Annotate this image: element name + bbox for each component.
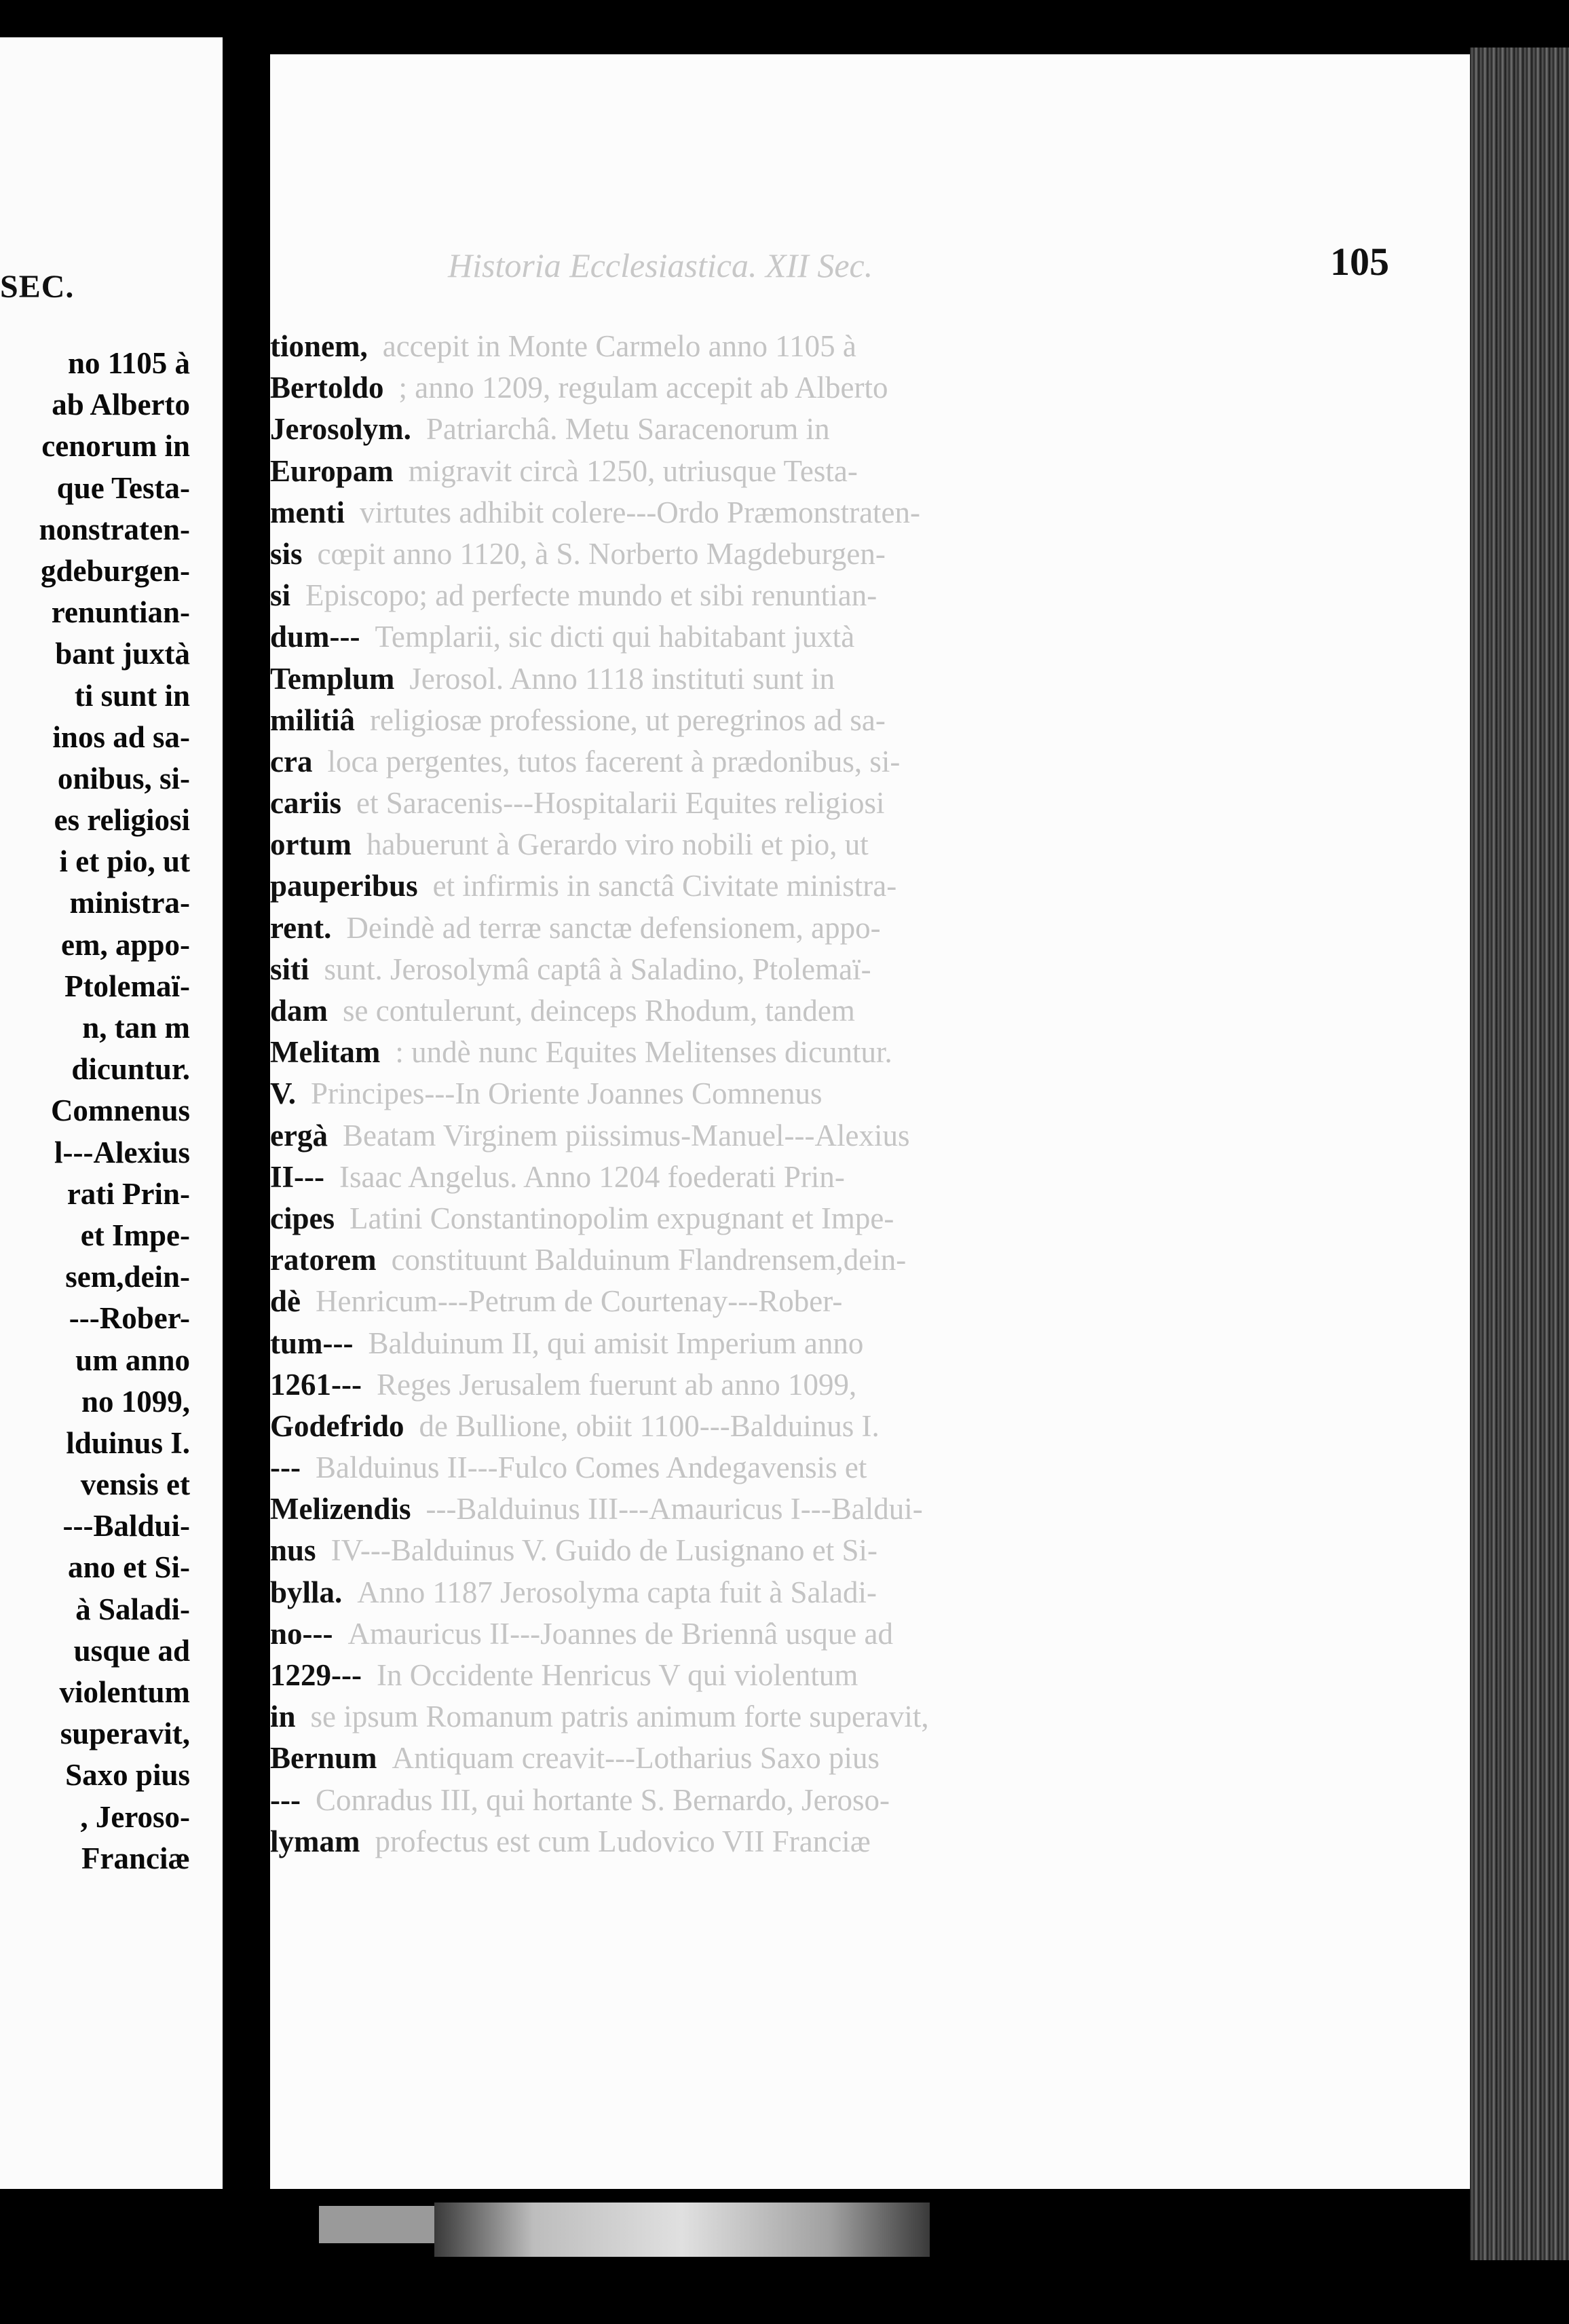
- left-text-line: ---Baldui-: [62, 1509, 190, 1543]
- line-first-word: cra: [270, 744, 313, 779]
- right-text-line: [270, 409, 1470, 450]
- left-text-line: um anno: [75, 1343, 190, 1377]
- left-text-line: renuntian-: [51, 595, 190, 630]
- line-first-word: ---: [270, 1782, 301, 1817]
- right-text-line: [270, 1613, 1470, 1655]
- right-page-header: [448, 239, 1470, 293]
- line-first-word: Godefrido: [270, 1408, 404, 1443]
- line-first-word: 1229---: [270, 1658, 362, 1692]
- line-first-word: dè: [270, 1284, 301, 1319]
- line-faded-text: et infirmis in sanctâ Civitate ministra-: [432, 869, 897, 903]
- book-spine: [1470, 48, 1569, 2260]
- right-text-line: [270, 616, 1470, 658]
- line-first-word: II---: [270, 1159, 324, 1194]
- line-faded-text: religiosæ professione, ut peregrinos ad sa-: [369, 702, 886, 737]
- line-faded-text: accepit in Monte Carmelo anno 1105 à: [382, 329, 856, 363]
- right-text-line: [270, 741, 1470, 783]
- right-text-line: [270, 1032, 1470, 1073]
- left-text-line: à Saladi-: [75, 1592, 190, 1626]
- right-text-line: [270, 949, 1470, 990]
- left-page: [0, 37, 223, 2189]
- right-text-line: [270, 1073, 1470, 1114]
- right-text-line: [270, 1239, 1470, 1281]
- left-text-line: n, tan m: [82, 1011, 190, 1045]
- left-text-line: dicuntur.: [71, 1052, 190, 1087]
- right-text-line: [270, 783, 1470, 824]
- line-faded-text: de Bullione, obiit 1100---Balduinus I.: [419, 1408, 880, 1443]
- left-text-line: es religiosi: [54, 803, 190, 838]
- line-faded-text: Antiquam creavit---Lotharius Saxo pius: [392, 1741, 880, 1776]
- line-first-word: no---: [270, 1616, 333, 1651]
- line-faded-text: migravit circà 1250, utriusque Testa-: [408, 453, 858, 488]
- line-faded-text: Patriarchâ. Metu Saracenorum in: [426, 412, 830, 447]
- left-text-line: no 1105 à: [67, 346, 190, 380]
- line-first-word: in: [270, 1700, 296, 1734]
- line-first-word: Bernum: [270, 1741, 377, 1776]
- right-text-line: [270, 575, 1470, 616]
- line-first-word: cariis: [270, 786, 341, 821]
- line-first-word: nus: [270, 1533, 316, 1568]
- bottom-edge-shadow: [319, 2206, 441, 2243]
- line-first-word: Jerosolym.: [270, 412, 411, 447]
- line-first-word: pauperibus: [270, 869, 418, 903]
- line-faded-text: constituunt Balduinum Flandrensem,dein-: [391, 1243, 907, 1277]
- right-text-line: [270, 1115, 1470, 1157]
- line-faded-text: IV---Balduinus V. Guido de Lusignano et Si-: [330, 1533, 877, 1568]
- line-first-word: si: [270, 578, 291, 613]
- line-faded-text: ---Balduinus III---Amauricus I---Baldui-: [426, 1492, 923, 1526]
- line-faded-text: Templarii, sic dicti qui habitabant juxtà: [375, 620, 855, 654]
- right-text-line: [270, 1447, 1470, 1488]
- right-text-line: [270, 367, 1470, 409]
- left-text-line: vensis et: [80, 1467, 190, 1502]
- line-first-word: cipes: [270, 1201, 335, 1235]
- right-text-line: [270, 1157, 1470, 1198]
- line-first-word: Europam: [270, 453, 394, 488]
- left-text-line: usque ad: [73, 1633, 190, 1668]
- line-faded-text: Jerosol. Anno 1118 instituti sunt in: [409, 661, 835, 696]
- left-text-line: em, appo-: [61, 927, 190, 962]
- left-text-line: ab Alberto: [52, 388, 190, 422]
- left-text-line: Franciæ: [81, 1841, 190, 1875]
- left-text-line: l---Alexius: [54, 1135, 190, 1169]
- line-first-word: dam: [270, 994, 328, 1028]
- right-text-line: [270, 865, 1470, 907]
- right-text-line: [270, 1780, 1470, 1821]
- left-text-line: superavit,: [60, 1717, 190, 1751]
- left-text-line: bant juxtà: [55, 637, 190, 671]
- left-text-line: Ptolemaï-: [64, 969, 190, 1003]
- line-first-word: Bertoldo: [270, 371, 384, 405]
- line-first-word: tionem,: [270, 329, 368, 363]
- left-text-line: ministra-: [69, 886, 190, 920]
- line-first-word: ergà: [270, 1118, 328, 1152]
- right-text-line: [270, 658, 1470, 700]
- left-text-line: rati Prin-: [67, 1176, 190, 1211]
- right-text-line: [270, 1281, 1470, 1322]
- line-faded-text: et Saracenis---Hospitalarii Equites religiosi: [356, 786, 885, 821]
- line-faded-text: sunt. Jerosolymâ captâ à Saladino, Ptolemaï-: [324, 952, 871, 986]
- line-faded-text: loca pergentes, tutos facerent à prædonibus, si-: [327, 744, 901, 779]
- right-text-line: [270, 990, 1470, 1032]
- left-text-line: , Jeroso-: [80, 1799, 190, 1834]
- right-text-line: [270, 1198, 1470, 1239]
- left-text-line: sem,dein-: [65, 1260, 190, 1294]
- line-faded-text: Latini Constantinopolim expugnant et Impe-: [349, 1201, 894, 1235]
- right-text-line: [270, 1572, 1470, 1613]
- line-first-word: Melizendis: [270, 1492, 411, 1526]
- line-first-word: Melitam: [270, 1035, 381, 1070]
- left-text-line: Saxo pius: [65, 1758, 190, 1793]
- line-first-word: bylla.: [270, 1575, 343, 1609]
- line-first-word: rent.: [270, 910, 332, 945]
- right-text-line: [270, 1323, 1470, 1364]
- right-text-line: [270, 492, 1470, 533]
- line-first-word: ortum: [270, 827, 352, 862]
- left-text-line: gdeburgen-: [40, 553, 190, 588]
- right-text-line: [270, 907, 1470, 949]
- line-first-word: ratorem: [270, 1243, 377, 1277]
- line-faded-text: Deindè ad terræ sanctæ defensionem, appo-: [346, 910, 881, 945]
- left-page-header: SEC.: [0, 269, 75, 305]
- line-faded-text: Henricum---Petrum de Courtenay---Rober-: [316, 1284, 843, 1319]
- line-faded-text: habuerunt à Gerardo viro nobili et pio, ut: [366, 827, 869, 862]
- left-text-line: ti sunt in: [74, 678, 190, 713]
- left-text-line: et Impe-: [80, 1218, 190, 1252]
- left-text-line: lduinus I.: [66, 1425, 190, 1460]
- line-first-word: menti: [270, 495, 345, 529]
- line-first-word: militiâ: [270, 702, 355, 737]
- left-text-line: cenorum in: [41, 429, 190, 464]
- left-text-line: onibus, si-: [57, 761, 190, 795]
- line-faded-text: Isaac Angelus. Anno 1204 foederati Prin-: [339, 1159, 845, 1194]
- line-first-word: siti: [270, 952, 309, 986]
- left-text-line: ano et Si-: [68, 1550, 190, 1585]
- line-faded-text: Balduinum II, qui amisit Imperium anno: [368, 1326, 864, 1360]
- right-page-text: [270, 326, 1470, 1862]
- line-first-word: 1261---: [270, 1367, 362, 1402]
- right-text-line: [270, 1530, 1470, 1571]
- right-text-line: [270, 1364, 1470, 1406]
- line-faded-text: : undè nunc Equites Melitenses dicuntur.: [395, 1035, 892, 1070]
- line-first-word: tum---: [270, 1326, 354, 1360]
- line-faded-text: Amauricus II---Joannes de Briennâ usque ad: [347, 1616, 893, 1651]
- right-text-line: [270, 1821, 1470, 1862]
- right-text-line: [270, 1655, 1470, 1696]
- right-text-line: [270, 1406, 1470, 1447]
- line-first-word: ---: [270, 1450, 301, 1485]
- line-faded-text: cœpit anno 1120, à S. Norberto Magdeburgen-: [317, 536, 886, 571]
- left-text-line: que Testa-: [56, 470, 190, 505]
- left-text-line: inos ad sa-: [52, 719, 190, 754]
- running-title: Historia Ecclesiastica. XII Sec.: [448, 246, 873, 284]
- right-text-line: [270, 533, 1470, 575]
- bottom-edge-strip: [434, 2203, 930, 2257]
- line-first-word: sis: [270, 536, 303, 571]
- right-page: [270, 54, 1470, 2189]
- left-text-line: ---Rober-: [69, 1301, 190, 1336]
- right-text-line: [270, 326, 1470, 367]
- right-text-line: [270, 700, 1470, 741]
- line-faded-text: Episcopo; ad perfecte mundo et sibi renuntian-: [305, 578, 877, 613]
- line-faded-text: Conradus III, qui hortante S. Bernardo, Jeroso-: [315, 1782, 890, 1817]
- line-first-word: dum---: [270, 620, 360, 654]
- page-number: 105: [1330, 240, 1389, 284]
- left-text-line: i et pio, ut: [59, 844, 190, 879]
- line-faded-text: Balduinus II---Fulco Comes Andegavensis et: [315, 1450, 867, 1485]
- line-faded-text: Beatam Virginem piissimus-Manuel---Alexius: [342, 1118, 910, 1152]
- line-faded-text: se ipsum Romanum patris animum forte superavit,: [310, 1700, 929, 1734]
- line-faded-text: Reges Jerusalem fuerunt ab anno 1099,: [376, 1367, 857, 1402]
- right-text-line: [270, 451, 1470, 492]
- right-text-line: [270, 1696, 1470, 1738]
- line-faded-text: Anno 1187 Jerosolyma capta fuit à Saladi-: [357, 1575, 877, 1609]
- line-first-word: V.: [270, 1076, 296, 1111]
- left-page-text: [39, 343, 191, 1879]
- right-text-line: [270, 1488, 1470, 1530]
- line-first-word: Templum: [270, 661, 395, 696]
- left-text-line: no 1099,: [81, 1384, 190, 1419]
- line-faded-text: profectus est cum Ludovico VII Franciæ: [375, 1824, 871, 1858]
- left-text-line: nonstraten-: [39, 512, 190, 546]
- line-faded-text: virtutes adhibit colere---Ordo Præmonstraten-: [359, 495, 921, 529]
- right-text-line: [270, 824, 1470, 865]
- line-faded-text: ; anno 1209, regulam accepit ab Alberto: [398, 371, 888, 405]
- right-text-line: [270, 1738, 1470, 1779]
- left-text-line: violentum: [59, 1675, 190, 1709]
- line-faded-text: se contulerunt, deinceps Rhodum, tandem: [343, 994, 855, 1028]
- line-first-word: lymam: [270, 1824, 360, 1858]
- line-faded-text: Principes---In Oriente Joannes Comnenus: [310, 1076, 823, 1111]
- line-faded-text: In Occidente Henricus V qui violentum: [376, 1658, 858, 1692]
- left-text-line: Comnenus: [50, 1093, 190, 1128]
